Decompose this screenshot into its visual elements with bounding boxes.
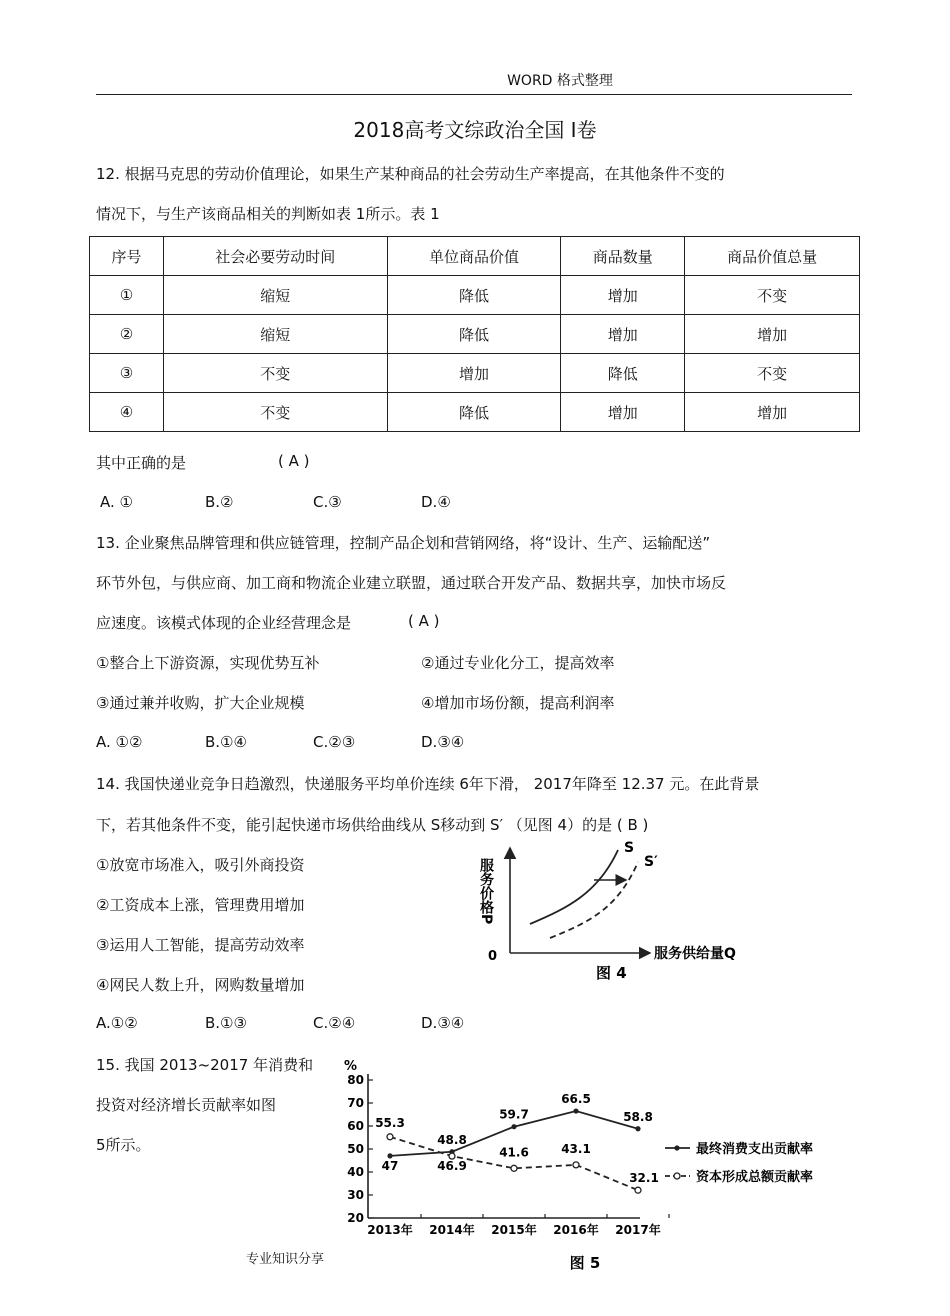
table-cell: ③	[90, 354, 164, 393]
q14-option-b: B.①③	[205, 1014, 247, 1032]
consumption-data-label: 47	[381, 1158, 399, 1173]
supply-curve-s-prime	[550, 862, 638, 938]
q13-line3: 应速度。该模式体现的企业经营理念是	[96, 614, 352, 632]
q13-option-a: A. ①②	[96, 733, 143, 751]
table-header-cell: 商品数量	[561, 237, 685, 276]
legend-marker-consumption	[674, 1145, 679, 1150]
table-cell: 降低	[387, 315, 561, 354]
curve-label-s-prime: S′	[644, 854, 658, 870]
y-axis-unit: %	[344, 1059, 358, 1074]
table-cell: 不变	[685, 276, 860, 315]
y-axis-label: 服务价格P	[478, 858, 494, 925]
table-header-cell: 序号	[90, 237, 164, 276]
q14-option-c: C.②④	[313, 1014, 356, 1032]
x-tick-label: 2015年	[491, 1223, 537, 1237]
q12-stem-end: 其中正确的是	[96, 454, 187, 472]
q14-item-4: ④网民人数上升，网购数量增加	[96, 976, 305, 994]
q14-item-1: ①放宽市场准入，吸引外商投资	[96, 856, 305, 874]
consumption-point	[511, 1124, 516, 1129]
figure-5-chart	[330, 1058, 845, 1278]
table-row	[90, 354, 860, 393]
table-cell: ④	[90, 393, 164, 432]
table-row	[90, 276, 860, 315]
q13-line1: 13. 企业聚焦品牌管理和供应链管理，控制产品企划和营销网络，将“设计、生产、运输配送”	[96, 534, 711, 552]
table-header-cell: 商品价值总量	[685, 237, 860, 276]
table-cell: 不变	[163, 393, 387, 432]
header-rule	[96, 94, 852, 95]
q14-item-3: ③运用人工智能，提高劳动效率	[96, 936, 305, 954]
table-cell: 不变	[163, 354, 387, 393]
capital-data-label: 32.1	[629, 1171, 659, 1186]
y-tick-label: 20	[347, 1211, 364, 1225]
page-header: WORD 格式整理	[507, 73, 613, 89]
capital-data-label: 41.6	[499, 1145, 529, 1160]
q13-item-2: ②通过专业化分工，提高效率	[421, 654, 615, 672]
capital-data-label: 43.1	[561, 1141, 591, 1156]
y-tick-label: 30	[347, 1188, 364, 1202]
q13-option-d: D.③④	[421, 733, 465, 751]
q15-line1: 15. 我国 2013~2017 年消费和	[96, 1056, 314, 1074]
y-tick-label: 50	[347, 1142, 364, 1156]
table-cell: ①	[90, 276, 164, 315]
q15-line2: 投资对经济增长贡献率如图	[96, 1096, 277, 1114]
consumption-point	[635, 1126, 640, 1131]
table-cell: 降低	[561, 354, 685, 393]
x-tick-label: 2016年	[553, 1223, 599, 1237]
q12-line2: 情况下，与生产该商品相关的判断如表 1所示。表 1	[96, 205, 440, 223]
capital-data-label: 46.9	[437, 1159, 467, 1174]
table-cell: 增加	[561, 315, 685, 354]
y-tick-label: 70	[347, 1096, 364, 1110]
q13-item-1: ①整合上下游资源，实现优势互补	[96, 654, 320, 672]
supply-curve-s	[530, 850, 618, 924]
table-cell: 缩短	[163, 315, 387, 354]
q12-option-a: A. ①	[100, 493, 133, 511]
capital-point	[511, 1165, 517, 1171]
capital-data-label: 55.3	[375, 1115, 405, 1130]
q13-item-4: ④增加市场份额，提高利润率	[421, 694, 615, 712]
capital-point	[387, 1134, 393, 1140]
capital-point	[573, 1162, 579, 1168]
q12-option-c: C.③	[313, 493, 342, 511]
y-tick-label: 80	[347, 1073, 364, 1087]
table-header-cell: 单位商品价值	[387, 237, 561, 276]
q15-line3: 5所示。	[96, 1136, 151, 1154]
y-tick-label: 40	[347, 1165, 364, 1179]
q13-option-b: B.①④	[205, 733, 247, 751]
q14-line1: 14. 我国快递业竞争日趋激烈，快递服务平均单价连续 6年下滑， 2017年降至 12.37 元。在此背景	[96, 775, 760, 793]
figure-4	[458, 838, 838, 988]
page-title: 2018高考文综政治全国 I卷	[353, 118, 597, 142]
q12-option-d: D.④	[421, 493, 451, 511]
x-axis-label: 服务供给量Q	[654, 946, 736, 962]
y-tick-label: 60	[347, 1119, 364, 1133]
x-tick-label: 2017年	[615, 1223, 661, 1237]
origin-label: 0	[488, 949, 498, 964]
consumption-data-label: 59.7	[499, 1107, 529, 1122]
q12-line1: 12. 根据马克思的劳动价值理论，如果生产某种商品的社会劳动生产率提高，在其他条件不变的	[96, 165, 725, 183]
legend-label-consumption: 最终消费支出贡献率	[696, 1142, 814, 1157]
q13-answer: ( A )	[408, 612, 440, 630]
consumption-data-label: 48.8	[437, 1132, 467, 1147]
page-footer: 专业知识分享	[245, 1252, 324, 1267]
table-cell: 降低	[387, 393, 561, 432]
legend-label-capital: 资本形成总额贡献率	[696, 1170, 814, 1185]
figure-5-caption: 图 5	[569, 1254, 601, 1272]
x-tick-label: 2014年	[429, 1223, 475, 1237]
table-header-row	[90, 237, 860, 276]
table-cell: 增加	[685, 315, 860, 354]
consumption-data-label: 66.5	[561, 1092, 591, 1107]
q14-option-a: A.①②	[96, 1014, 138, 1032]
table-row	[90, 393, 860, 432]
x-tick-label: 2013年	[367, 1223, 413, 1237]
q13-item-3: ③通过兼并收购，扩大企业规模	[96, 694, 305, 712]
figure-4-caption: 图 4	[596, 964, 627, 982]
table-cell: 降低	[387, 276, 561, 315]
curve-label-s: S	[624, 840, 635, 856]
table-row	[90, 315, 860, 354]
table-cell: 缩短	[163, 276, 387, 315]
table-cell: 增加	[561, 393, 685, 432]
capital-point	[635, 1187, 641, 1193]
consumption-point	[573, 1108, 578, 1113]
q12-option-b: B.②	[205, 493, 234, 511]
q14-option-d: D.③④	[421, 1014, 465, 1032]
table-cell: 增加	[561, 276, 685, 315]
table-cell: 不变	[685, 354, 860, 393]
q12-table	[89, 236, 860, 432]
q12-answer: ( A )	[278, 452, 310, 470]
table-cell: 增加	[685, 393, 860, 432]
q14-line2: 下，若其他条件不变，能引起快递市场供给曲线从 S移动到 S′ （见图 4）的是 ( B )	[96, 816, 649, 834]
consumption-data-label: 58.8	[623, 1109, 653, 1124]
consumption-point	[387, 1153, 392, 1158]
legend-marker-capital	[674, 1173, 680, 1179]
q13-option-c: C.②③	[313, 733, 356, 751]
table-header-cell: 社会必要劳动时间	[163, 237, 387, 276]
table-cell: 增加	[387, 354, 561, 393]
q14-item-2: ②工资成本上涨，管理费用增加	[96, 896, 305, 914]
q13-line2: 环节外包，与供应商、加工商和物流企业建立联盟，通过联合开发产品、数据共享，加快市场反	[96, 574, 727, 592]
table-cell: ②	[90, 315, 164, 354]
